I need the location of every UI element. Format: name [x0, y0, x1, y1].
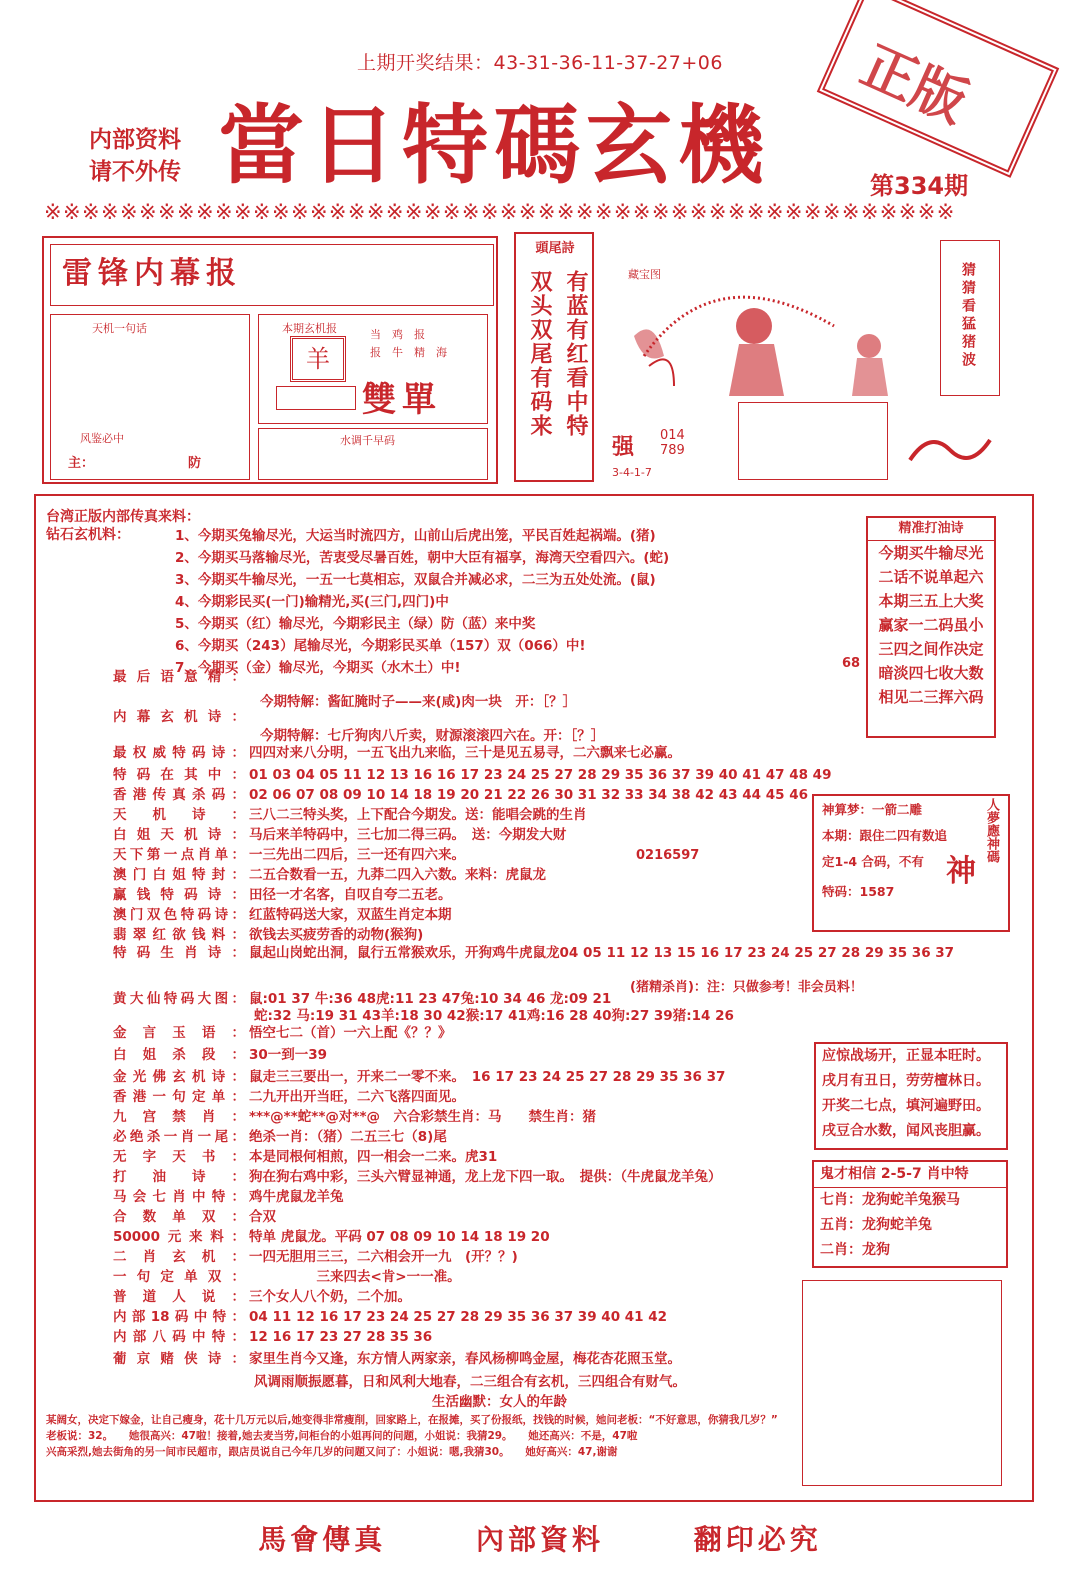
- row-value: ***@**蛇**@对**@ 六合彩禁生肖：马 禁生肖：猪: [249, 1109, 597, 1125]
- ghost-line: 七肖：龙狗蛇羊兔猴马: [820, 1192, 960, 1208]
- row-label: 特码生肖诗：: [113, 945, 245, 961]
- chip-small-frame: [276, 386, 356, 410]
- fengjian-label: 风鉴必中: [80, 432, 124, 445]
- row-value: 鸡牛虎鼠龙羊兔: [249, 1189, 344, 1205]
- insider-row: [113, 708, 245, 727]
- data-row: [113, 1128, 447, 1147]
- data-row: [113, 1046, 327, 1065]
- doggerel-line: 赢家一二码虽小: [878, 616, 984, 634]
- doggerel-line: 二话不说单起六: [878, 568, 984, 586]
- row-label: 翡翠红欲钱料：: [113, 927, 245, 943]
- acrostic-col-right: 有蓝有红看中特: [563, 270, 588, 438]
- row-label: 香港传真杀码：: [113, 787, 245, 803]
- festival-illustration: [604, 236, 934, 426]
- data-row: [113, 1328, 432, 1347]
- life-humor-title: 生活幽默：女人的年龄: [432, 1394, 567, 1410]
- acrostic-col-left: 双头双尾有码来: [527, 270, 552, 438]
- row-value: 悟空七二（首）一六上配《？？》: [249, 1025, 452, 1041]
- row-value: 01 03 04 05 11 12 13 16 16 17 23 24 25 27 28 29 35 36 37 39 40 41 47 48 49: [249, 767, 832, 783]
- row-label: 赢钱特码诗：: [113, 887, 245, 903]
- ghost-line: 鬼才相信 2-5-7 肖中特: [814, 1162, 1006, 1188]
- issue-number: 第334期: [870, 172, 969, 200]
- ghost-line: 二肖：龙狗: [820, 1242, 890, 1258]
- list-item: 2、今期买马落输尽光，苦衷受尽暑百姓，朝中大臣有福享，海湾天空看四六。(蛇): [175, 550, 670, 566]
- data-row: [113, 1024, 452, 1043]
- picture-numbers-1: 014: [660, 428, 685, 443]
- data-row: [113, 1168, 722, 1187]
- row-value: 二九开出开当旺，二六飞落四面见。: [249, 1089, 465, 1105]
- list-item: 1、今期买兔输尽光，大运当时流四方，山前山后虎出笼，平民百姓起祸端。(猪): [175, 528, 656, 544]
- list-item: 7、今期买（金）输尽光，今期买（水木土）中!: [175, 660, 461, 676]
- humor-line-1: 某阔女，决定下嫁金，让自己瘦身，花十几万元以后,她变得非常瘦削，回家路上，在报摊，买了份报纸，找钱的时候，她问老板：“不好意思，你猜我几岁？”: [46, 1414, 778, 1426]
- zodiac-sign: 羊: [290, 336, 346, 382]
- row-label: 普道人说：: [113, 1289, 245, 1305]
- picture-numbers-2: 789: [660, 443, 685, 458]
- row-value: 四四对来八分明，一五飞出九来临，三十是见五易寻，二六飘来七必赢。: [249, 745, 681, 761]
- doggerel-title: 精准打油诗: [868, 518, 994, 541]
- row-label: 50000元来料：: [113, 1229, 245, 1245]
- list-item: 6、今期买（243）尾输尽光，今期彩民买单（157）双（066）中!: [175, 638, 586, 654]
- picture-blank-frame: [738, 402, 888, 480]
- data-row: [113, 1228, 550, 1247]
- row-value: 12 16 17 23 27 28 35 36: [249, 1329, 433, 1345]
- star-divider: ※※※※※※※※※※※※※※※※※※※※※※※※※※※※※※※※※※※※※※※※※※※※※※※※: [44, 200, 956, 224]
- data-row: [113, 866, 546, 885]
- row-value: 三来四去<肯>一一准。: [249, 1269, 461, 1285]
- shuang-dan: 雙單: [362, 380, 442, 420]
- row-value: 鼠:01 37 牛:36 48虎:11 23 47兔:10 34 46 龙:09 21: [249, 991, 612, 1007]
- row-label: 白姐天机诗：: [113, 827, 245, 843]
- phone-number: 0216597: [636, 848, 700, 863]
- member-note: (猪精杀肖)：注：只做参考！非会员料！: [630, 980, 863, 995]
- battle-line: 应惊战场开，正显本旺时。: [822, 1048, 990, 1064]
- footer: [0, 1518, 1080, 1558]
- row-value: 二五合数看一五，九莽二四入六数。来料：虎鼠龙: [249, 867, 546, 883]
- stamp-text: 正版: [852, 33, 977, 135]
- dream-title: 人夢應神碼: [984, 798, 999, 863]
- last-words-row: [113, 668, 245, 687]
- data-row: [113, 806, 587, 825]
- dream-symbol: 神: [946, 854, 976, 889]
- picture-label: 藏宝图: [628, 268, 661, 281]
- ghost-box: [812, 1160, 1008, 1268]
- humor-line-3: 兴高采烈,她去街角的另一间市民超市，跟店员说自己今年几岁的问题又问了：小姐说：嗯,我猜30。 她好高兴：47,谢谢: [46, 1446, 618, 1458]
- humor-line-2: 老板说：32。 她很高兴：47啦！接着,她去麦当劳,问柜台的小姐再问的问题，小姐说：我猜29。 她还高兴：不是，47啦: [46, 1430, 638, 1442]
- row-label: 必绝杀一肖一尾：: [113, 1129, 245, 1145]
- data-row: [113, 906, 452, 925]
- fang-label: 防: [188, 456, 202, 471]
- row-value: 红蓝特码送大家，双蓝生肖定本期: [249, 907, 452, 923]
- page-title: 當日特碼玄機: [218, 95, 770, 196]
- row-label: 合数单双：: [113, 1209, 245, 1225]
- doggerel-box: [866, 516, 996, 738]
- acrostic-title: 頭尾詩: [535, 241, 575, 256]
- picture-small-numbers: 3-4-1-7: [612, 466, 652, 479]
- internal-note-line2: 请不外传: [89, 159, 181, 185]
- data-row: [113, 1308, 667, 1327]
- blank-box: [802, 1280, 1002, 1486]
- row-label: 无字天书：: [113, 1149, 245, 1165]
- last-words-text: 今期特解：酱缸腌时子——来(咸)肉一块 开：［？］: [260, 694, 577, 710]
- battle-box: [814, 1042, 1008, 1150]
- row-label: 最后语意精：: [113, 669, 245, 685]
- poem-continuation: 风调雨顺振愿暮，日和风利大地春，二三组合有玄机，三四组合有财气。: [254, 1374, 686, 1390]
- footer-a: 馬會傳真: [258, 1523, 387, 1556]
- row-label: 黄大仙特码大图：: [113, 991, 245, 1007]
- row-value: 三个女人八个奶，二个加。: [249, 1289, 411, 1305]
- data-row: [113, 1350, 681, 1369]
- data-row: [113, 944, 954, 963]
- right-vertical-text: 猜猜看猛猪波: [960, 262, 976, 370]
- footer-c: 翻印必究: [693, 1523, 822, 1556]
- row-value: 田径一才名客，自叹自夸二五老。: [249, 887, 452, 903]
- data-row: [113, 786, 808, 805]
- row-label: 内部18码中特：: [113, 1309, 245, 1325]
- row-label: 一句定单双：: [113, 1269, 245, 1285]
- number-68: 68: [842, 656, 861, 671]
- row-value: 一三先出二四后，三一还有四六来。: [249, 847, 465, 863]
- row-value: 马后来羊特码中，三七加二得三码。 送：今期发大财: [249, 827, 567, 843]
- dream-line-3: 定1-4 合码，不有: [822, 854, 924, 869]
- row-label: 天机诗：: [113, 807, 245, 823]
- row-label: 打油诗：: [113, 1169, 245, 1185]
- chip-line-1: 当 鸡 报: [370, 328, 425, 341]
- dream-line-2: 本期：跟住二四有数追: [822, 828, 948, 843]
- row-value: 一四无胆用三三，二六相会开一九 (开？？): [249, 1249, 518, 1265]
- data-row: [113, 1268, 461, 1287]
- row-value: 30一到一39: [249, 1047, 328, 1063]
- data-row: [113, 886, 452, 905]
- water-label: 水调千早码: [340, 434, 395, 447]
- doggerel-line: 三四之间作决定: [878, 640, 984, 658]
- data-row: [113, 1108, 596, 1127]
- row-label: 白姐杀段：: [113, 1047, 245, 1063]
- row-value: 鼠走三三要出一，开来二一零不来。 16 17 23 24 25 27 28 29 35 36 37: [249, 1069, 726, 1085]
- data-row: [113, 1188, 344, 1207]
- list-item: 5、今期买（红）输尽光，今期彩民主（绿）防（蓝）来中奖: [175, 616, 536, 632]
- zhu-label: 主：: [68, 456, 95, 471]
- doggerel-line: 今期买牛输尽光: [878, 544, 984, 562]
- picture-numbers: [660, 428, 685, 458]
- row-value: 绝杀一肖：（猪）二五三七（8)尾: [249, 1129, 447, 1145]
- chip-line-2: 报 牛 精 海: [370, 346, 447, 359]
- swirl-ornament: [900, 420, 1000, 480]
- row-value: 欲钱去买疲劳香的动物(猴狗): [249, 927, 424, 943]
- data-row: [113, 1068, 725, 1087]
- battle-line: 戌豆合水数，闻风丧胆赢。: [822, 1123, 990, 1139]
- row-label: 澳门双色特码诗：: [113, 907, 245, 923]
- data-row: [113, 846, 465, 865]
- row-value: 02 06 07 08 09 10 14 18 19 20 21 22 26 30 31 32 33 34 38 42 43 44 45 46: [249, 787, 808, 803]
- row-label: 天下第一点肖单：: [113, 847, 245, 863]
- row-value: 合双: [249, 1209, 276, 1225]
- battle-line: 戌月有丑日，劳劳檀林日。: [822, 1073, 990, 1089]
- row-label: 内幕玄机诗：: [113, 709, 245, 725]
- data-row: [113, 766, 831, 785]
- data-row: [113, 826, 566, 845]
- doggerel-line: 相见二三挥六码: [878, 688, 984, 706]
- row-value: 04 11 12 16 17 23 24 25 27 28 29 35 36 37 39 40 41 42: [249, 1309, 668, 1325]
- leifeng-title: 雷锋内幕报: [62, 256, 242, 291]
- data-row: [113, 926, 423, 945]
- qiang-char: 强: [612, 435, 635, 460]
- row-label: 马会七肖中特：: [113, 1189, 245, 1205]
- data-row: [113, 1088, 465, 1107]
- data-row: [113, 744, 681, 763]
- row-label: 葡京赌侠诗：: [113, 1351, 245, 1367]
- tianji-label: 天机一句话: [92, 322, 147, 335]
- data-row: [113, 1288, 411, 1307]
- row-value: 家里生肖今又逢，东方情人两家亲，春风杨柳鸣金屋，梅花杏花照玉堂。: [249, 1351, 681, 1367]
- insider-text: 今期特解：七斤狗肉八斤卖，财源滚滚四六在。开：［？］: [260, 728, 605, 744]
- row-label: 澳门白姐特封：: [113, 867, 245, 883]
- internal-note-line1: 内部资料: [89, 127, 181, 153]
- row-label: 二肖玄机：: [113, 1249, 245, 1265]
- taiwan-line: 台湾正版内部传真来料：: [46, 509, 200, 525]
- data-row: [113, 1208, 276, 1227]
- row-label: 特码在其中：: [113, 767, 245, 783]
- chip-label: 本期玄机报: [282, 322, 337, 335]
- row-value: 三八二三特头奖，上下配合今期发。送：能唱会跳的生肖: [249, 807, 587, 823]
- list-item: 4、今期彩民买(一门)输精光,买(三门,四门)中: [175, 594, 449, 610]
- row-label: 金光佛玄机诗：: [113, 1069, 245, 1085]
- big-chart-line2: 蛇:32 马:19 31 43羊:18 30 42猴:17 41鸡:16 28 40狗:27 39猪:14 26: [254, 1008, 734, 1024]
- doggerel-line: 暗淡四七收大数: [878, 664, 984, 682]
- row-value: 特单 虎鼠龙。平码 07 08 09 10 14 18 19 20: [249, 1229, 550, 1245]
- row-value: 鼠起山岗蛇出洞，鼠行五常猴欢乐，开狗鸡牛虎鼠龙04 05 11 12 13 15 16 17 23 24 25 27 28 29 35 36 37: [249, 945, 955, 961]
- row-label: 九宫禁肖：: [113, 1109, 245, 1125]
- row-label: 香港一句定单：: [113, 1089, 245, 1105]
- data-row: [113, 1148, 497, 1167]
- data-row: [113, 1248, 518, 1267]
- row-label: 内部八码中特：: [113, 1329, 245, 1345]
- dream-line-4: 特码：1587: [822, 884, 895, 899]
- list-item: 3、今期买牛输尽光，一五一七莫相忘，双鼠合并减必求，二三为五处处流。(鼠): [175, 572, 656, 588]
- row-label: 金言玉语：: [113, 1025, 245, 1041]
- battle-line: 开奖二七点，填河遍野田。: [822, 1098, 990, 1114]
- last-result-banner: 上期开奖结果：43-31-36-11-37-27+06: [357, 52, 723, 74]
- ghost-line: 五肖：龙狗蛇羊兔: [820, 1217, 932, 1233]
- internal-note: [70, 124, 200, 188]
- doggerel-line: 本期三五上大奖: [878, 592, 984, 610]
- row-label: 最权威特码诗：: [113, 745, 245, 761]
- diamond-label: 钻石玄机料：: [46, 527, 130, 543]
- dream-line-1: 神算梦：一箭二雕: [822, 802, 923, 817]
- footer-b: 內部資料: [475, 1523, 604, 1556]
- row-value: 狗在狗右鸡中彩，三头六臂显神通，龙上龙下四一取。 提供：（牛虎鼠龙羊兔）: [249, 1169, 722, 1185]
- row-value: 本是同根何相煎，四一相会一二来。虎31: [249, 1149, 498, 1165]
